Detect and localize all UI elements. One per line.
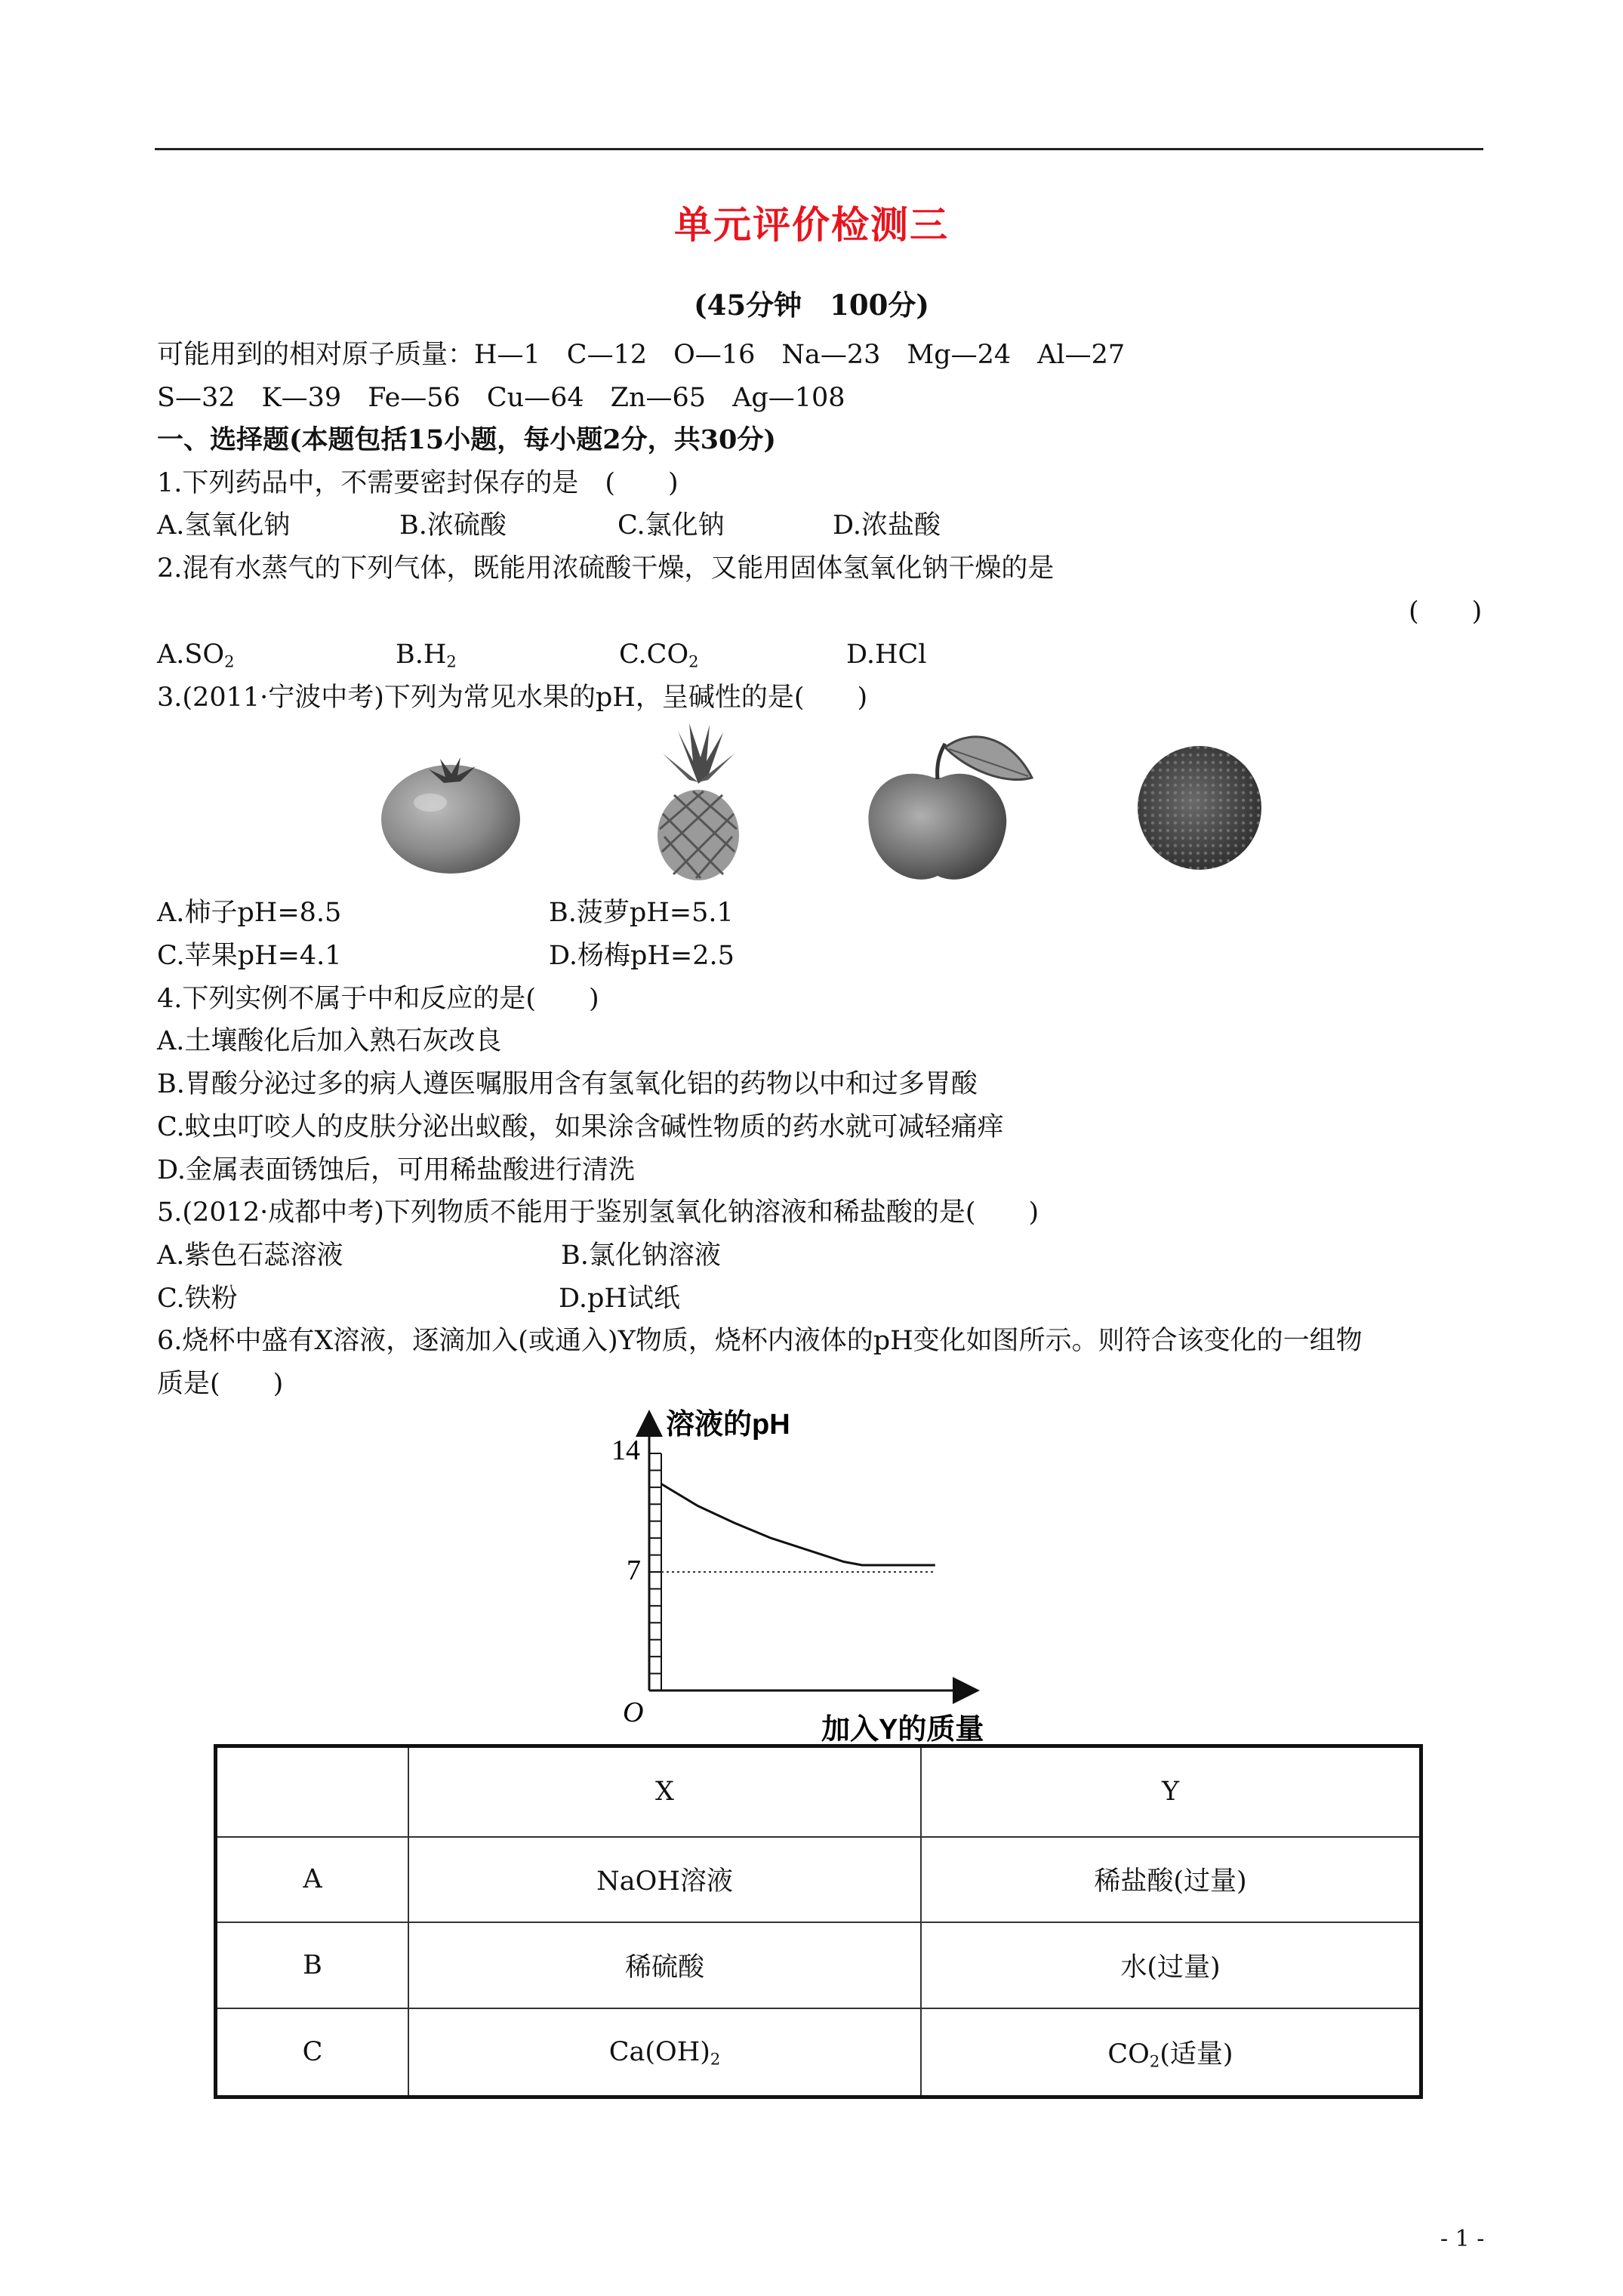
table-row [216, 1837, 1421, 1923]
table-header-row [216, 1746, 1421, 1837]
q5-stem: 5.(2012·成都中考)下列物质不能用于鉴别氢氧化钠溶液和稀盐酸的是( ) [157, 1197, 1039, 1228]
q3-option-c: C.苹果pH=4.1 [157, 941, 342, 971]
q4-stem: 4.下列实例不属于中和反应的是( ) [157, 984, 599, 1014]
q5-option-b: B.氯化钠溶液 [561, 1240, 721, 1271]
time-score: (45分钟 100分) [694, 288, 929, 322]
q2-option-d: D.HCl [846, 639, 927, 670]
q6-stem-line-1: 6.烧杯中盛有X溶液，逐滴加入(或通入)Y物质，烧杯内液体的pH变化如图所示。则符合该变化的一组物 [157, 1326, 1363, 1356]
q2-bracket: ( ) [1409, 596, 1483, 627]
ph-chart [596, 1401, 1019, 1748]
q1-option-a: A.氢氧化钠 [157, 510, 291, 541]
q4-option-c: C.蚊虫叮咬人的皮肤分泌出蚁酸，如果涂含碱性物质的药水就可减轻痛痒 [157, 1112, 1004, 1142]
q1-stem: 1.下列药品中，不需要密封保存的是 ( ) [157, 468, 679, 498]
section-heading: 一、选择题(本题包括15小题，每小题2分，共30分) [157, 424, 776, 455]
q3-option-b: B.菠萝pH=5.1 [549, 898, 734, 928]
atomic-mass-line-1: 可能用到的相对原子质量：H—1 C—12 O—16 Na—23 Mg—24 Al—27 [157, 340, 1126, 370]
q5-option-d: D.pH试纸 [559, 1284, 680, 1314]
row-label: A [216, 1837, 409, 1923]
pineapple-image [648, 723, 750, 882]
atomic-mass-line-2: S—32 K—39 Fe—56 Cu—64 Zn—65 Ag—108 [157, 383, 845, 413]
q4-option-d: D.金属表面锈蚀后，可用稀盐酸进行清洗 [157, 1155, 635, 1185]
header-cell-blank [216, 1746, 409, 1837]
q2-stem: 2.混有水蒸气的下列气体，既能用浓硫酸干燥，又能用固体氢氧化钠干燥的是 [157, 553, 1055, 584]
q3-stem: 3.(2011·宁波中考)下列为常见水果的pH，呈碱性的是( ) [157, 683, 868, 713]
origin-label: O [623, 1697, 644, 1728]
ph-curve [661, 1484, 935, 1565]
table-row [216, 2008, 1421, 2097]
page-title: 单元评价检测三 [674, 203, 949, 247]
q2-option-c: $C.CO_2$ [619, 639, 699, 671]
q1-option-c: C.氯化钠 [617, 510, 725, 541]
apple-image [862, 732, 1037, 887]
q4-option-b: B.胃酸分泌过多的病人遵医嘱服用含有氢氧化铝的药物以中和过多胃酸 [157, 1069, 978, 1099]
cell-x: NaOH溶液 [408, 1837, 921, 1923]
header-cell-y: Y [921, 1746, 1421, 1837]
page-number: - 1 - [1440, 2226, 1485, 2252]
cell-y: 稀盐酸(过量) [921, 1837, 1421, 1923]
tomato-image [376, 744, 525, 876]
y-tick-label-14: 14 [611, 1435, 640, 1466]
cell-x: 稀硫酸 [408, 1922, 921, 2008]
top-rule [155, 148, 1483, 150]
q3-option-a: A.柿子pH=8.5 [157, 898, 342, 928]
q1-option-b: B.浓硫酸 [399, 510, 507, 541]
row-label: B [216, 1922, 409, 2008]
cell-y: 水(过量) [921, 1922, 1421, 2008]
cell-x: $Ca(OH)_2$ [408, 2008, 921, 2097]
q1-option-d: D.浓盐酸 [833, 510, 941, 541]
answer-table [214, 1744, 1423, 2099]
q5-option-a: A.紫色石蕊溶液 [157, 1240, 343, 1271]
q3-option-d: D.杨梅pH=2.5 [549, 941, 735, 971]
table-row [216, 1922, 1421, 2008]
header-cell-x: X [408, 1746, 921, 1837]
x-axis-label: 加入Y的质量 [821, 1714, 984, 1746]
q2-option-a: $A.SO_2$ [157, 639, 235, 671]
q2-option-b: $B.H_2$ [396, 639, 457, 671]
cell-y: $CO_2$(适量) [921, 2008, 1421, 2097]
row-label: C [216, 2008, 409, 2097]
q6-stem-line-2: 质是( ) [157, 1369, 284, 1399]
y-axis-label: 溶液的pH [666, 1409, 790, 1441]
bayberry-image [1134, 744, 1266, 872]
q4-option-a: A.土壤酸化后加入熟石灰改良 [157, 1026, 502, 1056]
q5-option-c: C.铁粉 [157, 1284, 238, 1314]
y-tick-label-7: 7 [627, 1555, 641, 1586]
